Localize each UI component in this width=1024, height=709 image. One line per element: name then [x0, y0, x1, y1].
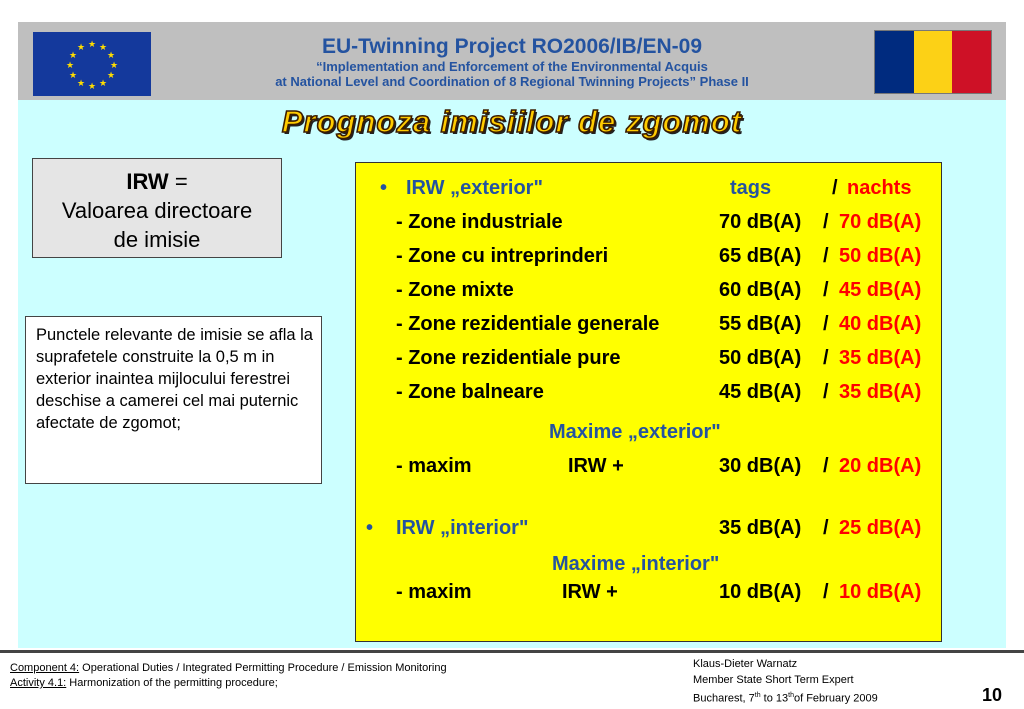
maxim-exterior-slash: /: [823, 455, 829, 477]
flag-stripe-red: [952, 31, 991, 93]
interior-night: 25 dB(A): [839, 517, 922, 539]
footer-component: [10, 661, 447, 675]
zone-name: - Zone mixte: [396, 279, 514, 301]
slide-title: [18, 104, 1006, 140]
zone-name: - Zone balneare: [396, 381, 544, 403]
maxim-interior-night: 10 dB(A): [839, 581, 922, 603]
project-title: EU-Twinning Project RO2006/IB/EN-09: [321, 35, 703, 58]
interior-day: 35 dB(A): [719, 517, 802, 539]
tags-label: tags: [730, 177, 772, 199]
zone-name: - Zone cu intreprinderi: [396, 245, 609, 267]
footer-author: Klaus-Dieter Warnatz: [693, 658, 798, 670]
svg-text:★: ★: [65, 61, 75, 71]
zone-day-limit: 50 dB(A): [719, 347, 802, 369]
zone-day-limit: 70 dB(A): [719, 211, 802, 233]
svg-text:★: ★: [87, 40, 97, 50]
maxime-exterior-heading: Maxime „exterior": [549, 421, 721, 443]
interior-slash: /: [823, 517, 829, 539]
zone-night-limit: 35 dB(A): [839, 347, 922, 369]
zone-day-limit: 65 dB(A): [719, 245, 802, 267]
footer-activity: [10, 676, 278, 690]
irw-definition-line1: Valoarea directoare: [61, 198, 253, 223]
component-label: Component 4:: [10, 662, 80, 674]
maxim-exterior-night: 20 dB(A): [839, 455, 922, 477]
interior-bullet: •: [366, 517, 374, 539]
svg-text:★: ★: [68, 71, 78, 81]
svg-text:★: ★: [106, 71, 116, 81]
zone-night-limit: 35 dB(A): [839, 381, 922, 403]
irw-definition-box: [32, 158, 282, 258]
exterior-heading: IRW „exterior": [406, 177, 543, 199]
svg-text:★: ★: [76, 43, 86, 53]
zone-slash: /: [823, 245, 829, 267]
noise-limits-panel: [355, 162, 942, 642]
interior-heading: IRW „interior": [396, 517, 529, 539]
date-rest: of February 2009: [793, 692, 878, 705]
footer-role: Member State Short Term Expert: [693, 674, 854, 686]
component-text: Operational Duties / Integrated Permitting Procedure / Emission Monitoring: [79, 662, 447, 674]
svg-text:★: ★: [98, 79, 108, 89]
nachts-label: nachts: [847, 177, 912, 199]
zone-night-limit: 45 dB(A): [839, 279, 922, 301]
zone-night-limit: 70 dB(A): [839, 211, 922, 233]
svg-text:★: ★: [106, 51, 116, 61]
maxim-interior-slash: /: [823, 581, 829, 603]
maxim-interior-label: - maxim: [396, 581, 472, 603]
slide-body: [18, 100, 1006, 648]
exterior-bullet: •: [380, 177, 388, 199]
irw-definition-line2: de imisie: [113, 227, 201, 252]
header-banner: [18, 22, 1006, 100]
svg-text:★: ★: [76, 79, 86, 89]
zone-day-limit: 55 dB(A): [719, 313, 802, 335]
footer-divider: [0, 650, 1024, 653]
irw-equals: =: [168, 169, 188, 194]
svg-text:★: ★: [68, 51, 78, 61]
zone-slash: /: [823, 347, 829, 369]
maxim-exterior-day: 30 dB(A): [719, 455, 802, 477]
irw-term: IRW: [126, 169, 169, 194]
project-subtitle-line2: at National Level and Coordination of 8 Regional Twinning Projects” Phase II: [275, 74, 749, 89]
maxime-interior-heading: Maxime „interior": [552, 553, 720, 575]
zone-night-limit: 40 dB(A): [839, 313, 922, 335]
flag-stripe-blue: [875, 31, 914, 93]
zone-slash: /: [823, 279, 829, 301]
svg-text:★: ★: [98, 43, 108, 53]
maxim-exterior-irw: IRW +: [568, 455, 624, 477]
romania-flag-icon: [874, 30, 992, 94]
zone-name: - Zone rezidentiale generale: [396, 313, 660, 335]
project-subtitle-line1: “Implementation and Enforcement of the Environmental Acquis: [316, 59, 708, 74]
date-to: to 13: [760, 692, 789, 705]
svg-text:★: ★: [109, 61, 119, 71]
zone-slash: /: [823, 211, 829, 233]
slide-title-text: Prognoza imisiilor de zgomot: [281, 104, 743, 139]
zone-slash: /: [823, 381, 829, 403]
imission-points-note: Punctele relevante de imisie se afla la suprafetele construite la 0,5 m in exterior inaintea mijlocului ferestrei deschise a camerei cel mai puternic afectate de zgomot;: [25, 316, 322, 484]
zone-slash: /: [823, 313, 829, 335]
zone-name: - Zone rezidentiale pure: [396, 347, 621, 369]
date-sup1: th: [754, 692, 761, 699]
activity-text: Harmonization of the permitting procedure;: [66, 677, 278, 689]
date-sup2: th: [788, 692, 794, 699]
zone-day-limit: 45 dB(A): [719, 381, 802, 403]
maxim-exterior-label: - maxim: [396, 455, 472, 477]
date-place: Bucharest, 7: [693, 692, 755, 705]
page-number: 10: [981, 685, 1002, 705]
tags-nachts-slash: /: [832, 177, 838, 199]
svg-text:★: ★: [87, 82, 97, 92]
zone-night-limit: 50 dB(A): [839, 245, 922, 267]
zone-day-limit: 60 dB(A): [719, 279, 802, 301]
flag-stripe-yellow: [914, 31, 953, 93]
maxim-interior-irw: IRW +: [562, 581, 618, 603]
activity-label: Activity 4.1:: [10, 677, 67, 689]
zone-name: - Zone industriale: [396, 211, 563, 233]
footer-date: [693, 689, 878, 706]
maxim-interior-day: 10 dB(A): [719, 581, 802, 603]
